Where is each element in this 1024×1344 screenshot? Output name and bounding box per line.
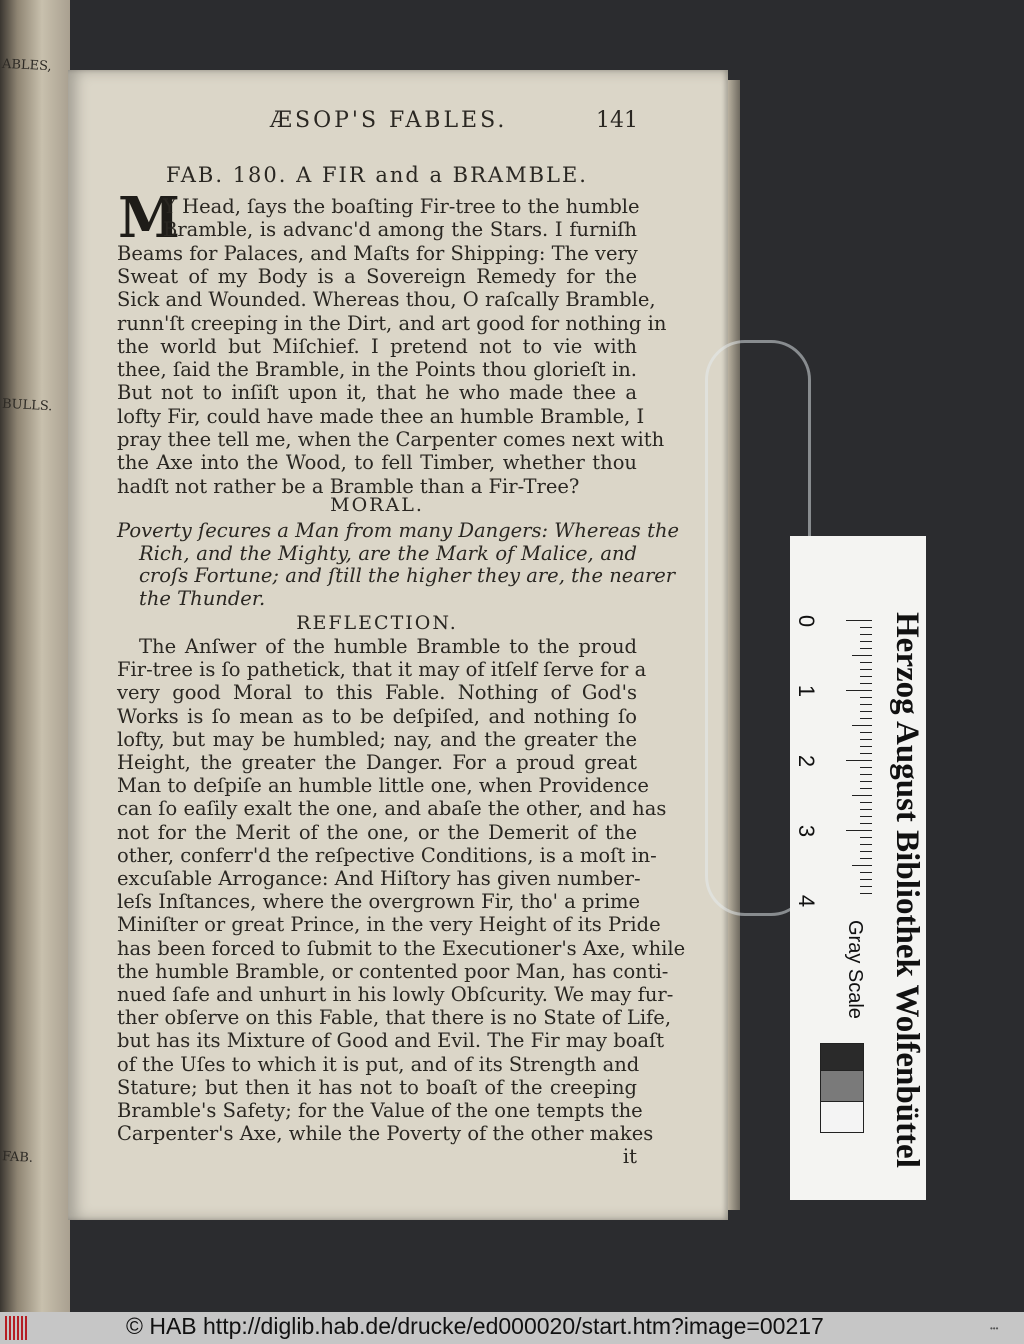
fable-text-line: But not to inſiſt upon it, that he who made thee a [117,381,637,405]
reflection-text-line: has been forced to ſubmit to the Executioner's Axe, while [117,936,686,960]
ruler-tick [852,795,872,796]
ruler-tick [860,627,872,628]
facing-page-fragment: ABLES, [1,56,52,75]
ruler-tick [860,704,872,705]
moral-text-line: croſs Fortune; and ſtill the higher they are, the nearer [139,564,676,587]
ruler-tick [860,634,872,635]
moral-text-line: Poverty ſecures a Man from many Dangers: Whereas the [117,519,680,542]
ruler-tick [860,844,872,845]
fable-text-line: lofty Fir, could have made thee an humble Bramble, I [117,404,645,428]
drop-cap: M [118,185,180,251]
moral-text-line: the Thunder. [139,586,266,610]
gray-swatch-light [820,1101,864,1133]
moral-heading: MORAL. [330,494,424,516]
reflection-text-line: Stature; but then it has not to boaſt of the creeping [117,1075,637,1099]
fable-text-line: hadſt not rather be a Bramble than a Fir-Tree? [117,474,580,498]
ruler-tick [860,774,872,775]
ruler-number: 0 [794,614,820,628]
ruler-tick [860,879,872,880]
reflection-text-line: leſs Inſtances, where the overgrown Fir, tho' a prime [117,890,641,914]
catchword: it [622,1145,637,1168]
reflection-text-line: Height, the greater the Danger. For a proud great [117,751,637,774]
ruler-tick [860,872,872,873]
reflection-text-line: other, conferr'd the reſpective Conditions, is a moſt in- [117,843,657,867]
ruler-tick [860,648,872,649]
fable-text-line: Sick and Wounded. Whereas thou, O raſcally Bramble, [117,288,656,312]
ruler-tick [860,893,872,894]
reflection-text-line: Bramble's Safety; for the Value of the one tempts the [117,1099,643,1122]
gray-swatch-mid [820,1070,864,1102]
fable-title: FAB. 180. A FIR and a BRAMBLE. [166,163,588,187]
fable-text-line: runn'ſt creeping in the Dirt, and art good for nothing in [117,311,667,335]
reflection-text-line: nued ſafe and unhurt in his lowly Obſcurity. We may fur- [117,983,674,1006]
reflection-heading: REFLECTION. [296,612,458,634]
ruler-tick [860,676,872,677]
ruler-tick [852,655,872,656]
fable-text-line: Sweat of my Body is a Sovereign Remedy for the [117,264,637,288]
ruler-tick [852,725,872,726]
ruler-number: 3 [794,824,820,838]
fable-text-line: the Axe into the Wood, to fell Timber, whether thou [117,451,637,475]
ruler-tick [846,760,872,761]
ruler-tick [860,732,872,733]
hab-logo-icon [5,1316,27,1340]
reflection-text-line: ther obſerve on this Fable, that there is no State of Life, [117,1006,672,1030]
reflection-text-line: but has its Mixture of Good and Evil. The Fir may boaſt [117,1029,665,1053]
fable-text-line: Beams for Palaces, and Maſts for Shipping: The very [117,241,638,265]
gray-swatch-dark [820,1043,864,1071]
facing-page-fragment: FAB. [1,1149,34,1166]
reflection-text-line: Man to deſpiſe an humble little one, when Providence [117,774,649,798]
fable-text-line: thee, ſaid the Bramble, in the Points thou glorieſt in. [117,358,637,382]
running-title: ÆSOP'S FABLES. [270,108,508,133]
footer-dots: ••• [990,1324,999,1333]
reflection-text-line: The Anſwer of the humble Bramble to the proud [139,635,637,658]
ruler-tick [860,823,872,824]
ruler-number: 2 [794,754,820,768]
ruler-tick [860,788,872,789]
reflection-text-line: excuſable Arrogance: And Hiſtory has given number- [117,867,641,890]
ruler-institution: Herzog August Bibliothek Wolfenbüttel [889,612,925,1168]
reflection-text-line: very good Moral to this Fable. Nothing of God's [117,681,637,705]
ruler-tick [860,851,872,852]
fable-text-line: Y Head, ſays the boaſting Fir-tree to the humble [163,195,640,218]
reflection-text-line: lofty, but may be humbled; nay, and the greater the [117,727,637,751]
ruler-tick [860,746,872,747]
ruler-tick [860,669,872,670]
fable-text-line: pray thee tell me, when the Carpenter comes next with [117,428,665,451]
reflection-text-line: Fir-tree is ſo pathetick, that it may of itſelf ſerve for a [117,658,647,682]
copyright-url: © HAB http://diglib.hab.de/drucke/ed000020/start.htm?image=00217 [126,1313,824,1339]
ruler-tick [860,837,872,838]
ruler-tick [860,739,872,740]
reflection-text-line: the humble Bramble, or contented poor Man, has conti- [117,959,669,983]
page-number: 141 [596,108,638,133]
reflection-text-line: Carpenter's Axe, while the Poverty of the other makes [117,1122,654,1146]
ruler-tick [846,620,872,621]
ruler-tick [846,690,872,691]
reflection-text-line: not for the Merit of the one, or the Demerit of the [117,820,637,844]
ruler-tick [860,767,872,768]
ruler-tick [860,753,872,754]
ruler-number: 4 [794,894,820,908]
ruler-tick [860,683,872,684]
fable-text-line: Bramble, is advanc'd among the Stars. I furniſh [163,218,637,242]
ruler-tick [846,830,872,831]
ruler-tick [860,886,872,887]
facing-page-edge [0,0,70,1312]
ruler-tick [860,816,872,817]
fable-text-line: the world but Miſchief. I pretend not to vie with [117,334,637,358]
ruler-tick [860,781,872,782]
reflection-text-line: of the Uſes to which it is put, and of its Strength and [117,1052,640,1076]
ruler-tick [860,662,872,663]
ruler-tick [860,858,872,859]
reflection-text-line: Miniſter or great Prince, in the very Height of its Pride [117,913,661,937]
reflection-text-line: can ſo eaſily exalt the one, and abaſe the other, and has [117,797,667,821]
ruler-tick [860,641,872,642]
reflection-text-line: Works is ſo mean as to be deſpiſed, and nothing ſo [117,704,637,728]
gray-scale-label: Gray Scale [844,920,866,1019]
ruler-tick [852,865,872,866]
ruler-tick [860,697,872,698]
moral-text-line: Rich, and the Mighty, are the Mark of Malice, and [139,541,637,565]
facing-page-fragment: BULLS. [1,396,53,415]
ruler-tick [860,802,872,803]
ruler-tick [860,718,872,719]
ruler-tick [860,711,872,712]
ruler-number: 1 [794,684,820,698]
ruler-tick [860,809,872,810]
